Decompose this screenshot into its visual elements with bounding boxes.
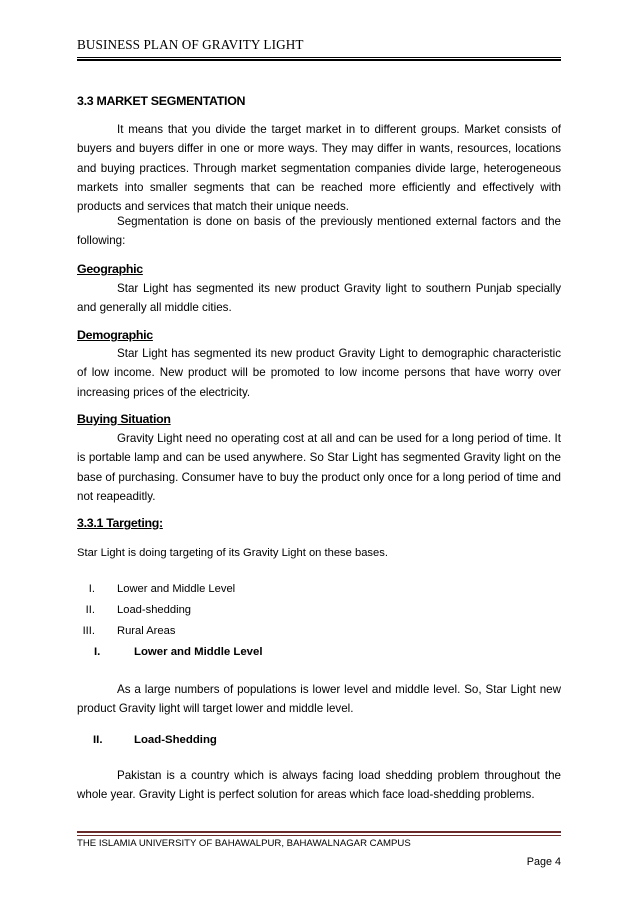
- list-item-label: Load-shedding: [117, 604, 192, 616]
- subsection-number: II.: [93, 734, 103, 746]
- header-rule-thick: [77, 59, 561, 61]
- geographic-heading: Geographic: [77, 262, 143, 276]
- page-number-value: 4: [554, 856, 561, 868]
- page-number: [527, 856, 561, 868]
- list-item-number: II.: [85, 604, 95, 616]
- load-shedding-paragraph: Pakistan is a country which is always facing load shedding problem throughout the whole year. Gravity Light is perfect solution for areas which face load-shedding problems.: [77, 769, 561, 802]
- geographic-text: [77, 279, 561, 318]
- lower-middle-paragraph: As a large numbers of populations is lower level and middle level. So, Star Light new product Gravity light will target lower and middle level.: [77, 683, 561, 716]
- subsection-number: I.: [94, 646, 101, 658]
- buying-text: [77, 429, 561, 506]
- section-basis: [77, 212, 561, 251]
- list-item-number: III.: [82, 625, 95, 637]
- demographic-paragraph: Star Light has segmented its new product Gravity Light to demographic characteristic of low income. New product will be promoted to low income persons that have worry over increasing prices of the electricity.: [77, 347, 561, 399]
- subsection-heading: Load-Shedding: [134, 734, 217, 746]
- intro-paragraph: It means that you divide the target market in to different groups. Market consists of buyers and buyers differ in one or more ways. They may differ in wants, resources, locations and buying practices. Through market segmentation companies divide large, heterogeneous markets into smaller segments that can be reached more efficiently and effectively with products and services that match their unique needs.: [77, 123, 561, 214]
- footer-rule-thick: [77, 831, 561, 833]
- basis-paragraph: Segmentation is done on basis of the previously mentioned external factors and the following:: [77, 215, 561, 248]
- load-shedding-text: [77, 766, 561, 805]
- geographic-paragraph: Star Light has segmented its new product Gravity light to southern Punjab specially and generally all middle cities.: [77, 282, 561, 315]
- demographic-heading: Demographic: [77, 328, 153, 342]
- footer-institution: THE ISLAMIA UNIVERSITY OF BAHAWALPUR, BAHAWALNAGAR CAMPUS: [77, 838, 411, 849]
- footer-rule: [77, 835, 561, 836]
- targeting-intro: Star Light is doing targeting of its Gravity Light on these bases.: [77, 547, 388, 559]
- list-item-label: Lower and Middle Level: [117, 583, 236, 595]
- page-label: Page: [526, 856, 552, 868]
- section-intro: [77, 120, 561, 216]
- demographic-text: [77, 344, 561, 402]
- targeting-heading: 3.3.1 Targeting:: [77, 516, 163, 530]
- lower-middle-text: [77, 680, 561, 719]
- running-header: BUSINESS PLAN OF GRAVITY LIGHT: [77, 37, 304, 52]
- buying-heading: Buying Situation: [77, 412, 171, 426]
- list-item-number: I.: [88, 583, 95, 595]
- header-rule: [77, 57, 561, 58]
- subsection-heading: Lower and Middle Level: [134, 646, 263, 658]
- section-heading: 3.3 MARKET SEGMENTATION: [77, 94, 246, 108]
- buying-paragraph: Gravity Light need no operating cost at all and can be used for a long period of time. It is portable lamp and can be used anywhere. So Star Light has segmented Gravity light on the base of purchasing. Consumer have to buy the product only once for a long period of time and not reapeaditly.: [77, 432, 561, 503]
- list-item-label: Rural Areas: [117, 625, 176, 637]
